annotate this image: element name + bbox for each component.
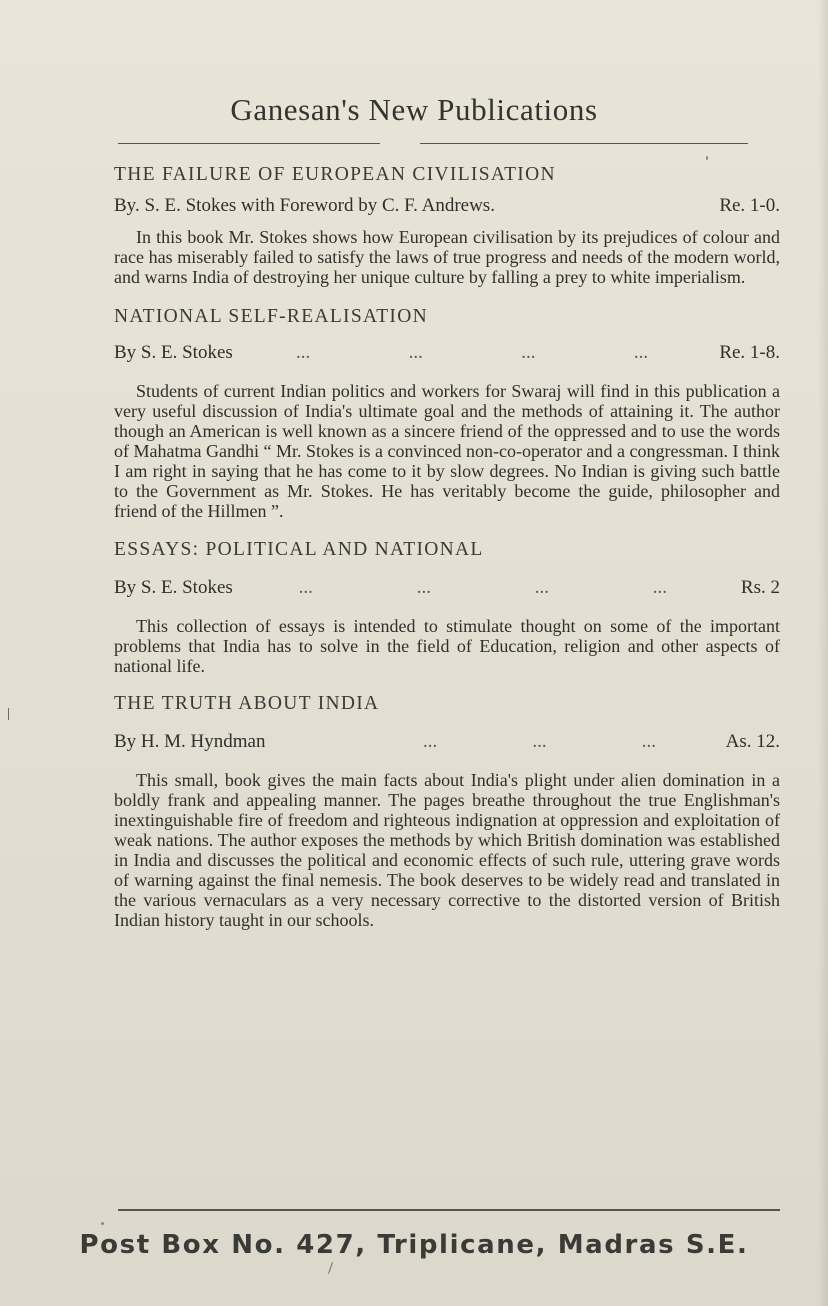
leader-dot: ... (416, 577, 431, 598)
book-author: By S. E. Stokes (114, 577, 233, 598)
book-list (114, 164, 780, 930)
book-description: This collection of essays is intended to stimulate thought on some of the important problems that India has to solve in the field of Education, religion and other aspects of national life. (114, 616, 780, 676)
paper-mark (8, 708, 9, 720)
paper-speck (101, 1222, 104, 1225)
header-rule-right (420, 143, 748, 144)
book-title: THE TRUTH ABOUT INDIA (114, 693, 380, 714)
leader-dot: ... (534, 577, 549, 598)
leader-dot: ... (298, 577, 313, 598)
book-entry-essays-political-and-national (114, 539, 780, 676)
leader-dots (265, 731, 725, 753)
leader-dots (233, 577, 741, 599)
footer-address: Post Box No. 427, Triplicane, Madras S.E. (79, 1230, 749, 1260)
book-entry-truth-about-india (114, 693, 780, 930)
header-rule-left (118, 143, 380, 144)
book-entry-failure-of-european-civilisation (114, 164, 780, 287)
page-edge-shadow (818, 0, 828, 1306)
book-byline (114, 731, 780, 753)
leader-dot: ... (408, 342, 423, 363)
book-author: By. S. E. Stokes with Foreword by C. F. Andrews. (114, 195, 495, 216)
book-title: THE FAILURE OF EUROPEAN CIVILISATION (114, 164, 556, 185)
book-price: Rs. 2 (740, 577, 780, 598)
page-title: Ganesan's New Publications (230, 92, 598, 127)
book-description: Students of current Indian politics and workers for Swaraj will find in this publication a very useful discussion of India's ultimate goal and the methods of attaining it. The author though an American is well known as a sincere friend of the oppressed and to use the words of Mahatma Gandhi “ Mr. Stokes is a convinced non-co-operator and a congressman. I think I am right in saying that he has come to it by slow degrees. No Indian is giving such battle to the Government as Mr. Stokes. He has veritably become the guide, philosopher and friend of the Hillmen ”. (114, 381, 780, 521)
leader-dot: ... (295, 342, 311, 363)
leader-dots (233, 342, 720, 364)
book-byline (114, 342, 780, 364)
footer-rule (118, 1209, 780, 1211)
book-author: By H. M. Hyndman (114, 731, 266, 752)
leader-dot: ... (641, 731, 657, 752)
book-price: Re. 1-0. (719, 195, 780, 216)
paper-speck (706, 156, 708, 160)
book-price: Re. 1-8. (719, 342, 780, 363)
book-description: In this book Mr. Stokes shows how European civilisation by its prejudices of colour and race has miserably failed to satisfy the laws of true progress and needs of the modern world, and warns India of destroying her unique culture by falling a prey to white imperialism. (114, 227, 780, 287)
leader-dot: ... (532, 731, 547, 752)
leader-dot: ... (423, 731, 438, 752)
book-byline (114, 195, 780, 217)
book-entry-national-self-realisation (114, 306, 780, 521)
book-title: NATIONAL SELF-REALISATION (114, 306, 428, 327)
leader-dot: ... (521, 342, 536, 363)
book-title: ESSAYS: POLITICAL AND NATIONAL (114, 539, 484, 560)
leader-dot: ... (652, 577, 668, 598)
book-byline (114, 577, 780, 599)
book-description: This small, book gives the main facts about India's plight under alien domination in a boldly frank and appealing manner. The pages breathe throughout the true Englishman's inextinguishable fire of freedom and righteous indignation at oppression and exploitation of weak nations. The author exposes the methods by which British domination was established in India and discusses the political and economic effects of such rule, uttering grave words of warning against the final nemesis. The book deserves to be widely read and translated in the various vernaculars as a very necessary corrective to the distorted version of British Indian history taught in our schools. (114, 770, 780, 930)
paper-mark (328, 1262, 333, 1274)
leader-dot: ... (633, 342, 649, 363)
book-price: As. 12. (725, 731, 780, 752)
book-author: By S. E. Stokes (114, 342, 233, 363)
